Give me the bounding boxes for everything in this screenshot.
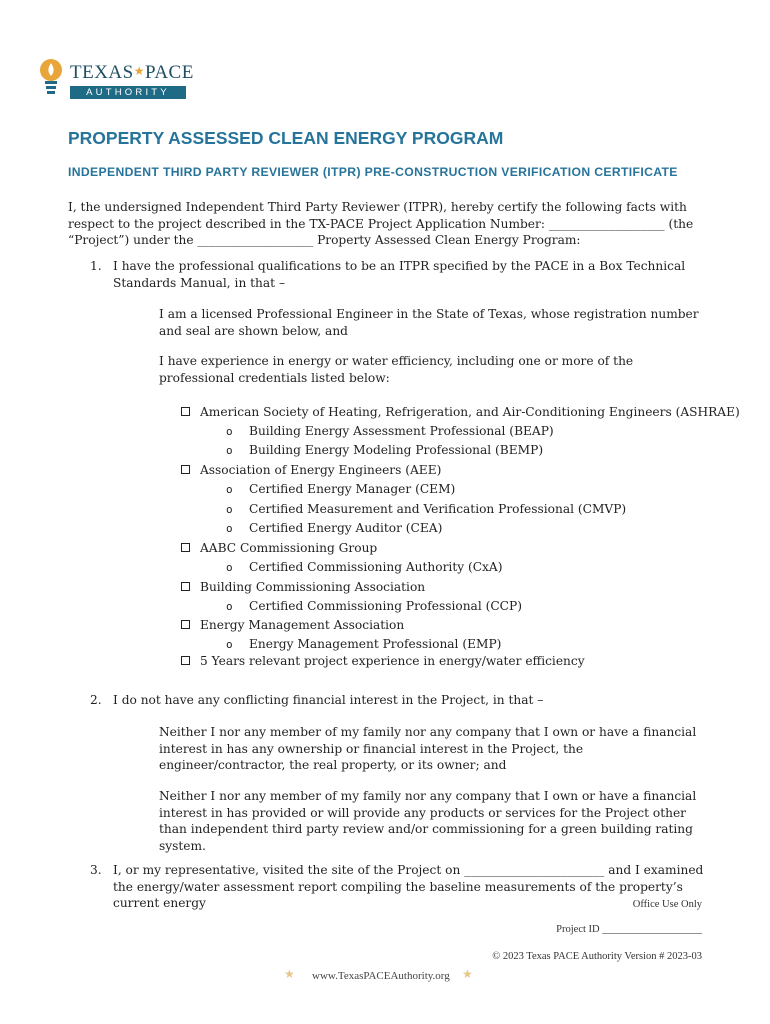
list-item	[226, 442, 543, 459]
page-subtitle: INDEPENDENT THIRD PARTY REVIEWER (ITPR) PRE-CONSTRUCTION VERIFICATION CERTIFICATE	[68, 165, 678, 179]
item-1-number: 1.	[90, 259, 102, 273]
list-item	[226, 520, 442, 537]
list-item	[226, 598, 522, 615]
checkbox[interactable]	[181, 582, 190, 591]
lightbulb-icon	[38, 58, 64, 102]
credential-label: American Society of Heating, Refrigeration, and Air-Conditioning Engineers (ASHRAE)	[200, 405, 740, 419]
list-item	[226, 636, 501, 653]
page-title: PROPERTY ASSESSED CLEAN ENERGY PROGRAM	[68, 128, 504, 148]
bullet-icon: o	[226, 600, 233, 613]
bullet-icon: o	[226, 483, 233, 496]
credential-ema[interactable]	[181, 617, 404, 633]
credential-bca[interactable]	[181, 579, 425, 595]
bullet-icon: o	[226, 444, 233, 457]
bullet-icon: o	[226, 638, 233, 651]
sub-credential-label: Certified Energy Manager (CEM)	[249, 482, 456, 496]
copyright-notice: © 2023 Texas PACE Authority Version # 2023-03	[492, 951, 702, 962]
credential-label: AABC Commissioning Group	[200, 541, 378, 555]
credential-experience[interactable]	[181, 653, 585, 669]
logo-tagline: AUTHORITY	[70, 86, 186, 99]
logo-wordmark	[70, 62, 194, 84]
item-3-text: I, or my representative, visited the site of the Project on _______________________ and I examined the energy/water assessment report compiling the baseline measurements of the property’s current energy	[113, 863, 704, 910]
list-item	[226, 501, 626, 518]
checkbox[interactable]	[181, 543, 190, 552]
credential-aabc[interactable]	[181, 540, 377, 556]
logo	[38, 58, 194, 102]
list-item	[226, 423, 554, 440]
item-1-text: I have the professional qualifications to be an ITPR specified by the PACE in a Box Technical Standards Manual, in that –	[113, 259, 686, 290]
sub-credential-label: Certified Energy Auditor (CEA)	[249, 521, 443, 535]
credential-ashrae[interactable]	[181, 404, 740, 420]
sub-credential-label: Certified Measurement and Verification Professional (CMVP)	[249, 502, 627, 516]
sub-credential-label: Building Energy Assessment Professional (BEAP)	[249, 424, 554, 438]
item-2-para-2: Neither I nor any member of my family nor any company that I own or have a financial interest in has provided or will provide any products or services for the Project other than independent third party review and/or commissioning for a green building rating system.	[159, 789, 697, 853]
item-1-para-2: I have experience in energy or water efficiency, including one or more of the professional credentials listed below:	[159, 354, 634, 385]
bullet-icon: o	[226, 425, 233, 438]
sub-credential-label: Certified Commissioning Professional (CCP)	[249, 599, 522, 613]
sub-credential-label: Certified Commissioning Authority (CxA)	[249, 560, 503, 574]
star-icon: ★	[284, 967, 295, 981]
sub-credential-label: Energy Management Professional (EMP)	[249, 637, 502, 651]
item-2-para-1: Neither I nor any member of my family nor any company that I own or have a financial interest in has any ownership or financial interest in the Project, the engineer/contractor, the real property, or its owner; and	[159, 725, 697, 772]
list-item	[226, 481, 455, 498]
project-id-field[interactable]: Project ID ___________________	[556, 924, 702, 935]
bullet-icon: o	[226, 522, 233, 535]
checkbox[interactable]	[181, 465, 190, 474]
credential-label: Building Commissioning Association	[200, 580, 426, 594]
credential-label: Energy Management Association	[200, 618, 405, 632]
sub-credential-label: Building Energy Modeling Professional (BEMP)	[249, 443, 544, 457]
intro-paragraph: I, the undersigned Independent Third Party Reviewer (ITPR), hereby certify the following facts with respect to the project described in the TX-PACE Project Application Number: ___________________ (the “Project”) under the ___________________ Property Assessed Clean Energy Program:	[68, 200, 694, 247]
credential-aee[interactable]	[181, 462, 441, 478]
credential-label: 5 Years relevant project experience in energy/water efficiency	[200, 654, 585, 668]
bullet-icon: o	[226, 503, 233, 516]
item-2-number: 2.	[90, 693, 102, 707]
checkbox[interactable]	[181, 620, 190, 629]
credential-label: Association of Energy Engineers (AEE)	[200, 463, 442, 477]
item-3-number: 3.	[90, 863, 102, 877]
star-icon: ★	[133, 64, 145, 78]
website-link[interactable]: www.TexasPACEAuthority.org	[312, 970, 450, 982]
logo-name: TEXAS	[70, 62, 134, 83]
checkbox[interactable]	[181, 407, 190, 416]
item-2-text: I do not have any conflicting financial interest in the Project, in that –	[113, 693, 544, 707]
office-use-label: Office Use Only	[632, 899, 702, 910]
checkbox[interactable]	[181, 656, 190, 665]
star-icon: ★	[462, 967, 473, 981]
list-item	[226, 559, 503, 576]
logo-name2: PACE	[145, 62, 194, 83]
item-1-para-1: I am a licensed Professional Engineer in the State of Texas, whose registration number and seal are shown below, and	[159, 307, 699, 338]
bullet-icon: o	[226, 561, 233, 574]
